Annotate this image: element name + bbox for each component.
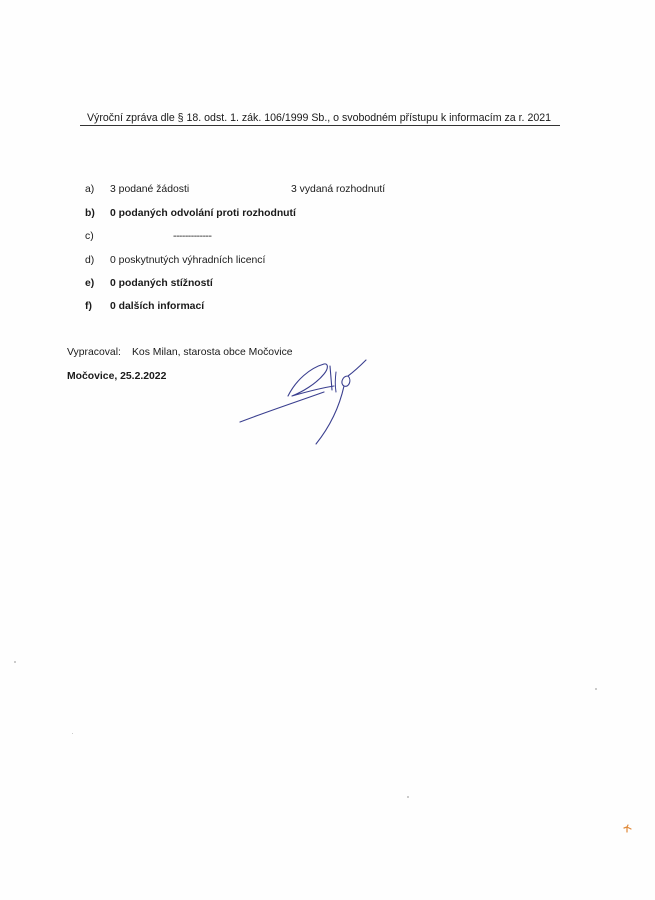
- item-letter: b): [85, 208, 95, 219]
- item-licences-text: 0 poskytnutých výhradních licencí: [110, 255, 266, 266]
- ink-mark: [623, 824, 632, 833]
- item-letter: a): [85, 184, 95, 195]
- prepared-by-label: Vypracoval:: [67, 347, 121, 358]
- item-appeals-text: 0 podaných odvolání proti rozhodnutí: [110, 208, 296, 219]
- item-other-info-text: 0 dalších informací: [110, 301, 205, 312]
- place-and-date: Močovice, 25.2.2022: [67, 371, 167, 382]
- item-complaints-text: 0 podaných stížností: [110, 278, 213, 289]
- item-empty-dashes: -------------: [173, 231, 212, 242]
- scan-speck: [72, 733, 73, 734]
- document-title: Výroční zpráva dle § 18. odst. 1. zák. 106/1999 Sb., o svobodném přístupu k informacím za r. 2021: [86, 112, 552, 124]
- item-letter: e): [85, 278, 95, 289]
- item-letter: c): [85, 231, 94, 242]
- item-letter: f): [85, 301, 92, 312]
- item-letter: d): [85, 255, 95, 266]
- scan-speck: [407, 796, 409, 798]
- item-decisions-text: 3 vydaná rozhodnutí: [291, 184, 386, 195]
- item-requests-text: 3 podané žádosti: [110, 184, 190, 195]
- scan-speck: [595, 688, 597, 690]
- scan-speck: [14, 661, 16, 663]
- handwritten-signature: [236, 356, 370, 448]
- prepared-by-name: Kos Milan, starosta obce Močovice: [132, 347, 293, 358]
